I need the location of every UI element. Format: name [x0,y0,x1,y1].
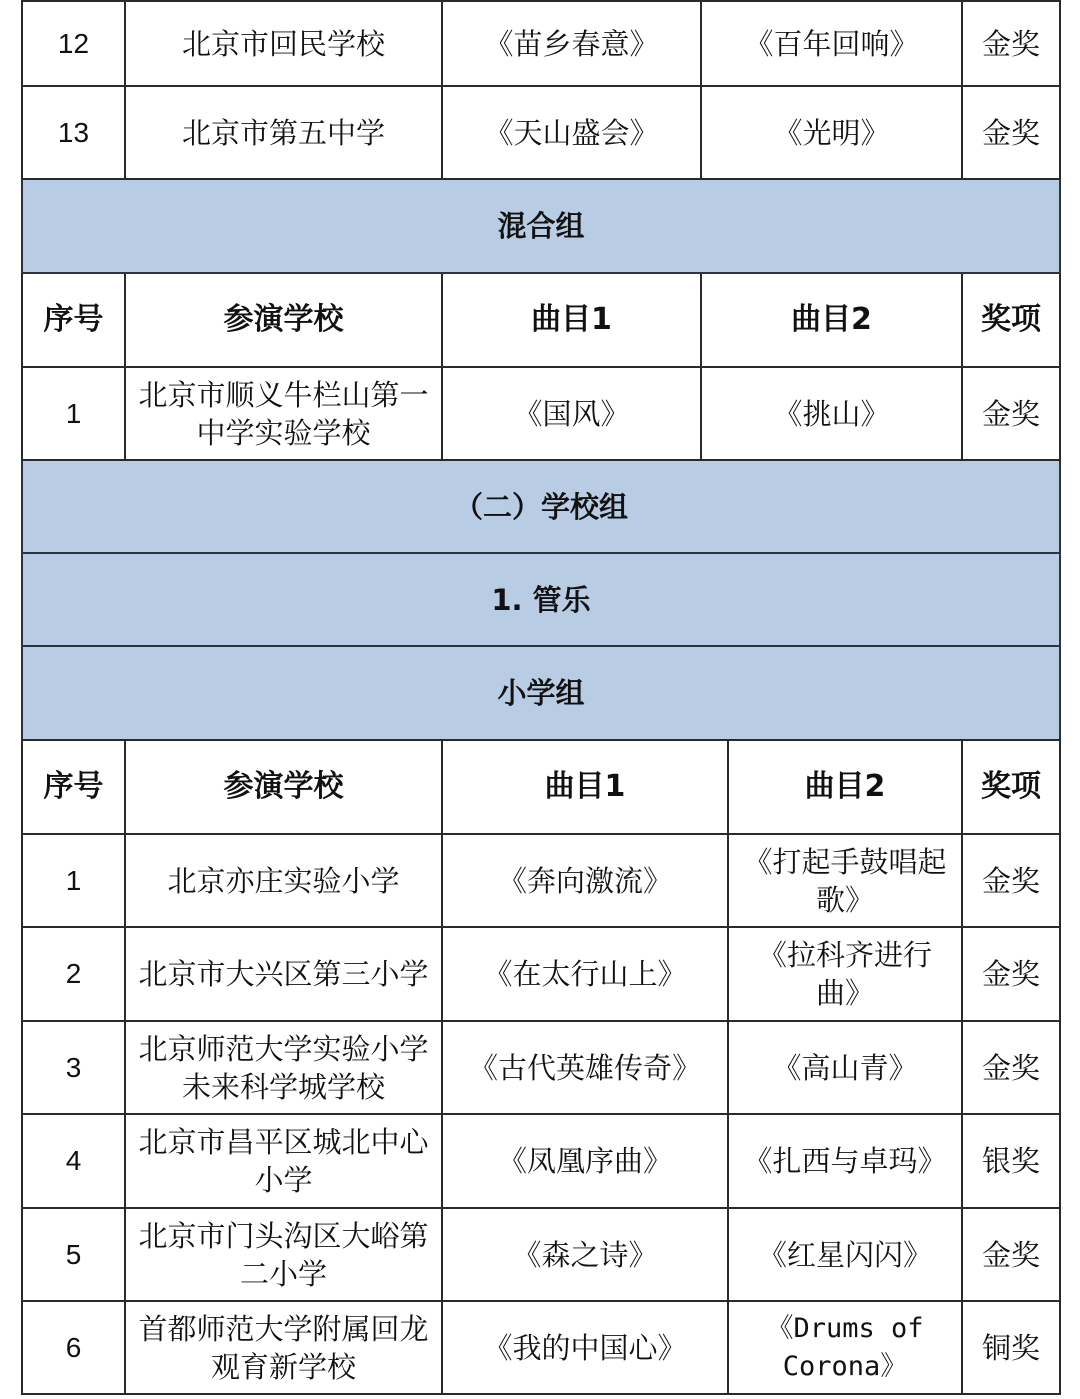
cell-no: 4 [22,1114,125,1208]
section-band-mixed [22,179,1060,273]
table-row [22,1301,1060,1394]
awards-table-top [21,0,1061,741]
header-piece2: 曲目2 [728,740,962,834]
cell-piece1: 《天山盛会》 [442,86,701,179]
section-band-school-group [22,460,1060,553]
cell-school: 北京市第五中学 [125,86,442,179]
cell-school: 北京市顺义牛栏山第一中学实验学校 [125,367,442,460]
cell-piece2: 《打起手鼓唱起歌》 [728,834,962,927]
table-header-row [22,273,1060,367]
header-award: 奖项 [962,273,1060,367]
cell-school: 北京市回民学校 [125,1,442,86]
cell-no: 3 [22,1021,125,1114]
table-row [22,86,1060,179]
table-row [22,367,1060,460]
cell-piece1: 《凤凰序曲》 [442,1114,728,1208]
awards-table-primary [21,739,1061,1395]
cell-piece2: 《挑山》 [701,367,962,460]
cell-piece2: 《红星闪闪》 [728,1208,962,1301]
header-no: 序号 [22,273,125,367]
cell-piece2: 《高山青》 [728,1021,962,1114]
header-piece2: 曲目2 [701,273,962,367]
header-school: 参演学校 [125,740,442,834]
cell-piece2: 《Drums of Corona》 [728,1301,962,1394]
cell-piece1: 《古代英雄传奇》 [442,1021,728,1114]
table-row [22,1114,1060,1208]
cell-school: 北京市大兴区第三小学 [125,927,442,1021]
cell-award: 金奖 [962,1021,1060,1114]
header-award: 奖项 [962,740,1060,834]
cell-school: 北京亦庄实验小学 [125,834,442,927]
cell-award: 金奖 [962,86,1060,179]
section-band-primary [22,646,1060,740]
table-row [22,1208,1060,1301]
table-row [22,834,1060,927]
cell-piece2: 《百年回响》 [701,1,962,86]
header-piece1: 曲目1 [442,740,728,834]
section-title: 小学组 [22,646,1060,740]
table-row [22,1021,1060,1114]
cell-piece1: 《国风》 [442,367,701,460]
cell-no: 1 [22,367,125,460]
header-piece1: 曲目1 [442,273,701,367]
cell-award: 铜奖 [962,1301,1060,1394]
cell-award: 金奖 [962,1,1060,86]
cell-no: 13 [22,86,125,179]
section-title: （二）学校组 [22,460,1060,553]
table-row [22,1,1060,86]
cell-no: 1 [22,834,125,927]
cell-no: 6 [22,1301,125,1394]
section-title: 1. 管乐 [22,553,1060,646]
cell-piece2: 《拉科齐进行曲》 [728,927,962,1021]
cell-piece1: 《森之诗》 [442,1208,728,1301]
cell-piece1: 《我的中国心》 [442,1301,728,1394]
cell-no: 12 [22,1,125,86]
section-title: 混合组 [22,179,1060,273]
cell-no: 2 [22,927,125,1021]
cell-award: 金奖 [962,927,1060,1021]
cell-piece1: 《苗乡春意》 [442,1,701,86]
cell-no: 5 [22,1208,125,1301]
cell-award: 金奖 [962,834,1060,927]
cell-award: 金奖 [962,1208,1060,1301]
cell-school: 北京市昌平区城北中心小学 [125,1114,442,1208]
cell-piece2: 《光明》 [701,86,962,179]
table-row [22,927,1060,1021]
cell-piece2: 《扎西与卓玛》 [728,1114,962,1208]
cell-piece1: 《奔向激流》 [442,834,728,927]
section-band-wind [22,553,1060,646]
table-header-row [22,740,1060,834]
cell-school: 北京市门头沟区大峪第二小学 [125,1208,442,1301]
cell-piece1: 《在太行山上》 [442,927,728,1021]
cell-school: 首都师范大学附属回龙观育新学校 [125,1301,442,1394]
header-no: 序号 [22,740,125,834]
cell-award: 金奖 [962,367,1060,460]
cell-school: 北京师范大学实验小学未来科学城学校 [125,1021,442,1114]
header-school: 参演学校 [125,273,442,367]
cell-award: 银奖 [962,1114,1060,1208]
